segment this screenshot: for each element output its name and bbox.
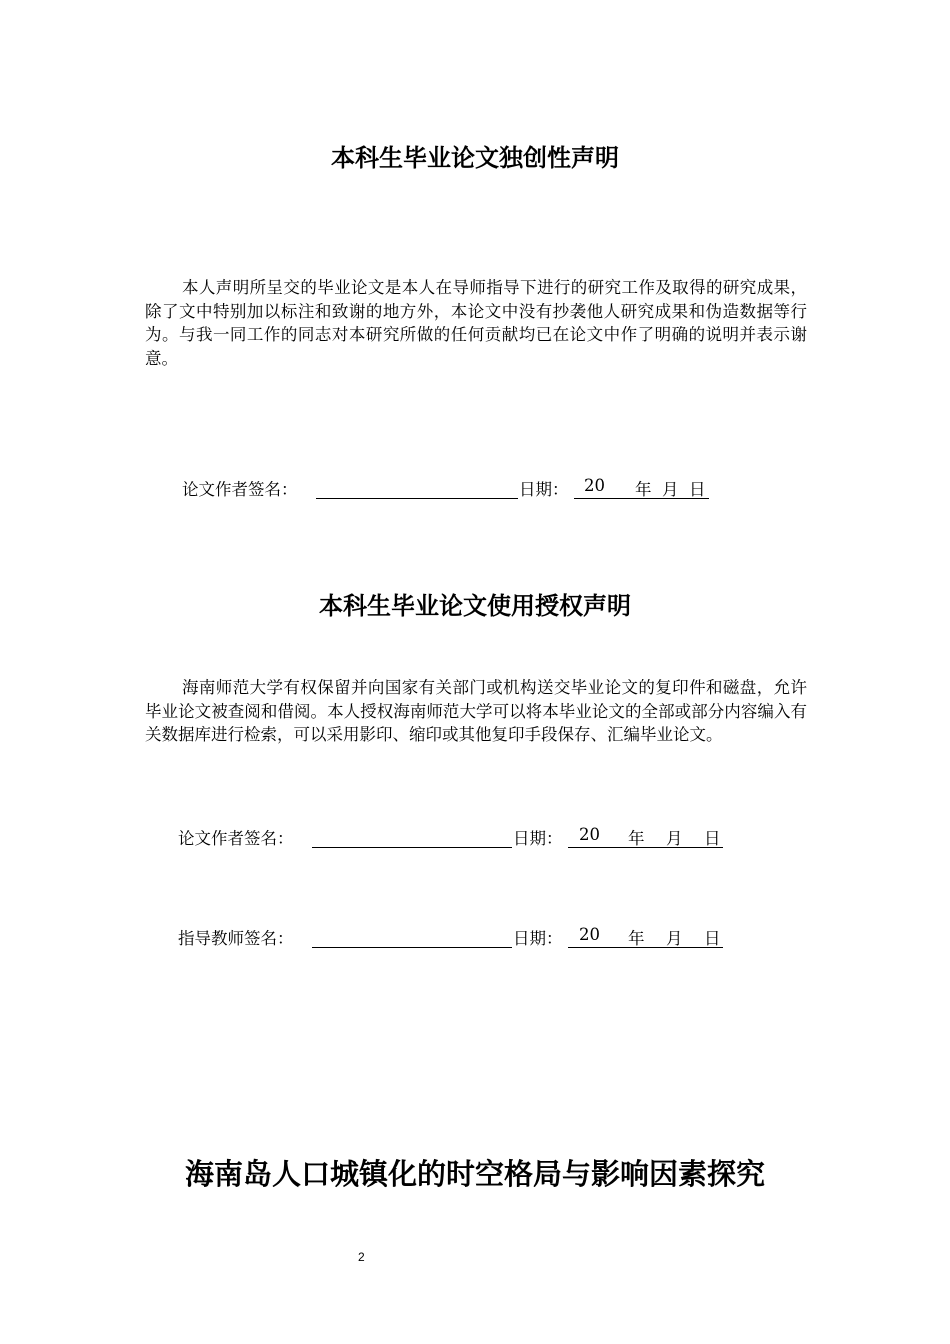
- date-field: [568, 925, 723, 948]
- date-label: 日期：: [513, 929, 563, 948]
- date-yue: 月: [662, 480, 679, 499]
- date-ri: 日: [704, 829, 721, 848]
- author-signature-line: [312, 825, 512, 848]
- date-yue: 月: [666, 829, 683, 848]
- date-field: [574, 476, 709, 499]
- date-nian: 年: [628, 829, 645, 848]
- date-field: [568, 825, 723, 848]
- advisor-signature-label: 指导教师签名：: [178, 929, 294, 948]
- page-number: 2: [358, 1250, 365, 1264]
- author-signature-line: [316, 476, 518, 499]
- author-signature-label: 论文作者签名：: [182, 480, 298, 499]
- date-ri: 日: [704, 929, 721, 948]
- date-label: 日期：: [513, 829, 563, 848]
- date-year: 20: [579, 925, 600, 944]
- authorization-advisor-signature-row: [178, 925, 738, 949]
- originality-signature-row: [182, 476, 722, 500]
- advisor-signature-line: [312, 925, 512, 948]
- authorization-title: 本科生毕业论文使用授权声明: [319, 592, 631, 620]
- date-nian: 年: [628, 929, 645, 948]
- date-label: 日期：: [519, 480, 569, 499]
- authorization-author-signature-row: [178, 825, 738, 849]
- originality-title: 本科生毕业论文独创性声明: [331, 144, 619, 172]
- author-signature-label: 论文作者签名：: [178, 829, 294, 848]
- date-year: 20: [579, 825, 600, 844]
- date-yue: 月: [666, 929, 683, 948]
- authorization-body: 海南师范大学有权保留并向国家有关部门或机构送交毕业论文的复印件和磁盘，允许毕业论文被查阅和借阅。本人授权海南师范大学可以将本毕业论文的全部或部分内容编入有关数据库进行检索，可以采用影印、缩印或其他复印手段保存、汇编毕业论文。: [145, 678, 807, 744]
- date-nian: 年: [635, 480, 652, 499]
- date-ri: 日: [689, 480, 706, 499]
- originality-body: 本人声明所呈交的毕业论文是本人在导师指导下进行的研究工作及取得的研究成果，除了文中特别加以标注和致谢的地方外，本论文中没有抄袭他人研究成果和伪造数据等行为。与我一同工作的同志对本研究所做的任何贡献均已在论文中作了明确的说明并表示谢意。: [145, 278, 807, 368]
- thesis-title: 海南岛人口城镇化的时空格局与影响因素探究: [184, 1157, 765, 1191]
- date-year: 20: [584, 476, 605, 495]
